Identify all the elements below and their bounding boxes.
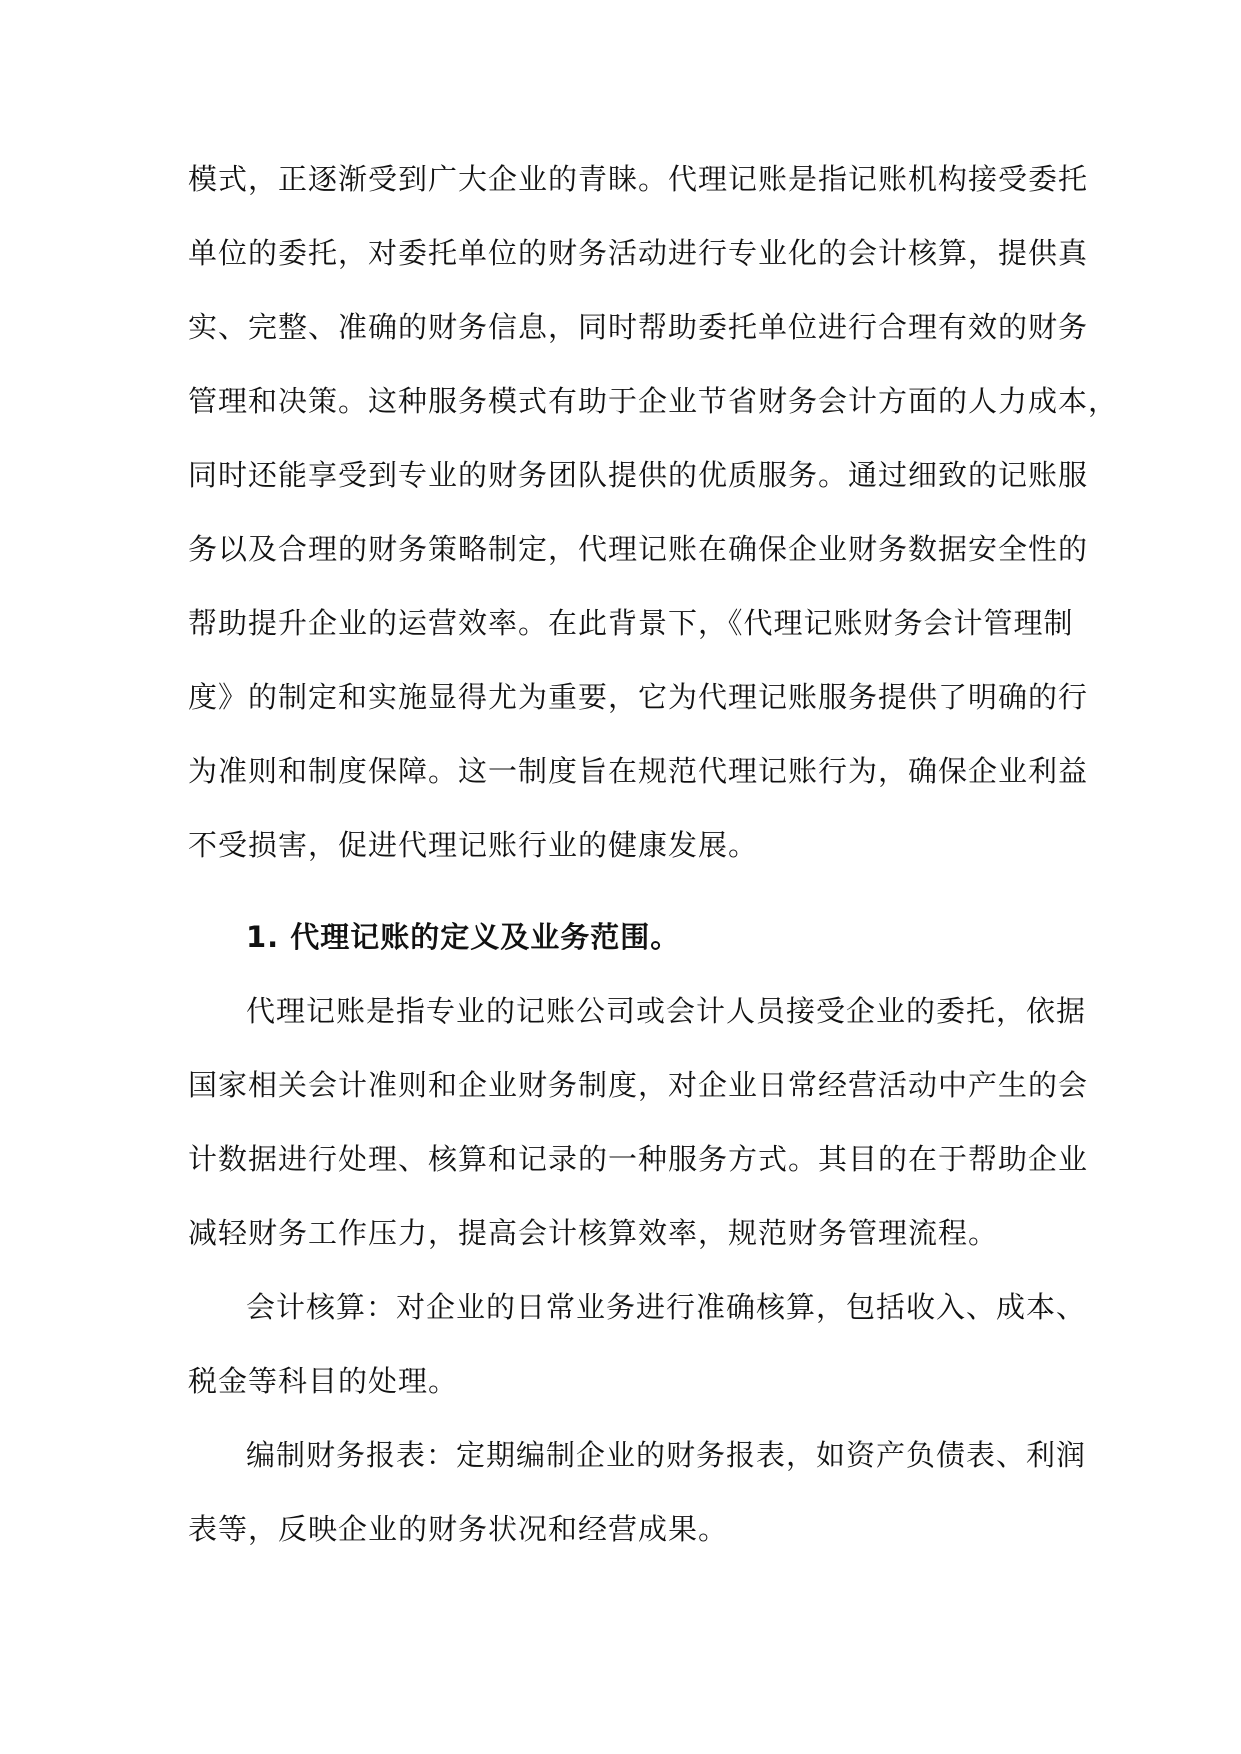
reports-paragraph (188, 1418, 1087, 1566)
text-line: 帮助提升企业的运营效率。在此背景下，《代理记账财务会计管理制 (188, 606, 1074, 640)
text-line: 务以及合理的财务策略制定，代理记账在确保企业财务数据安全性的 (188, 532, 1089, 566)
text-line: 单位的委托，对委托单位的财务活动进行专业化的会计核算，提供真 (188, 236, 1089, 270)
text-line: 实、完整、准确的财务信息，同时帮助委托单位进行合理有效的财务 (188, 310, 1089, 344)
text-line: 表等，反映企业的财务状况和经营成果。 (188, 1512, 729, 1546)
text-line: 模式，正逐渐受到广大企业的青睐。代理记账是指记账机构接受委托 (188, 162, 1089, 196)
text-line: 同时还能享受到专业的财务团队提供的优质服务。通过细致的记账服 (188, 458, 1089, 492)
text-line: 会计核算：对企业的日常业务进行准确核算，包括收入、成本、 (246, 1290, 1087, 1324)
text-line: 税金等科目的处理。 (188, 1364, 459, 1398)
text-line: 度》的制定和实施显得尤为重要，它为代理记账服务提供了明确的行 (188, 680, 1089, 714)
text-line: 编制财务报表：定期编制企业的财务报表，如资产负债表、利润 (246, 1438, 1087, 1472)
text-line: 计数据进行处理、核算和记录的一种服务方式。其目的在于帮助企业 (188, 1142, 1089, 1176)
text-line: 管理和决策。这种服务模式有助于企业节省财务会计方面的人力成本， (188, 384, 1119, 418)
section-heading: 1. 代理记账的定义及业务范围。 (246, 920, 681, 954)
text-line: 国家相关会计准则和企业财务制度，对企业日常经营活动中产生的会 (188, 1068, 1089, 1102)
text-line: 不受损害，促进代理记账行业的健康发展。 (188, 828, 759, 862)
definition-paragraph (188, 974, 1089, 1270)
text-line: 减轻财务工作压力，提高会计核算效率，规范财务管理流程。 (188, 1216, 999, 1250)
accounting-paragraph (188, 1270, 1087, 1418)
text-line: 为准则和制度保障。这一制度旨在规范代理记账行为，确保企业利益 (188, 754, 1089, 788)
document-body (188, 142, 1119, 1566)
intro-paragraph (188, 142, 1119, 882)
text-line: 代理记账是指专业的记账公司或会计人员接受企业的委托，依据 (246, 994, 1087, 1028)
